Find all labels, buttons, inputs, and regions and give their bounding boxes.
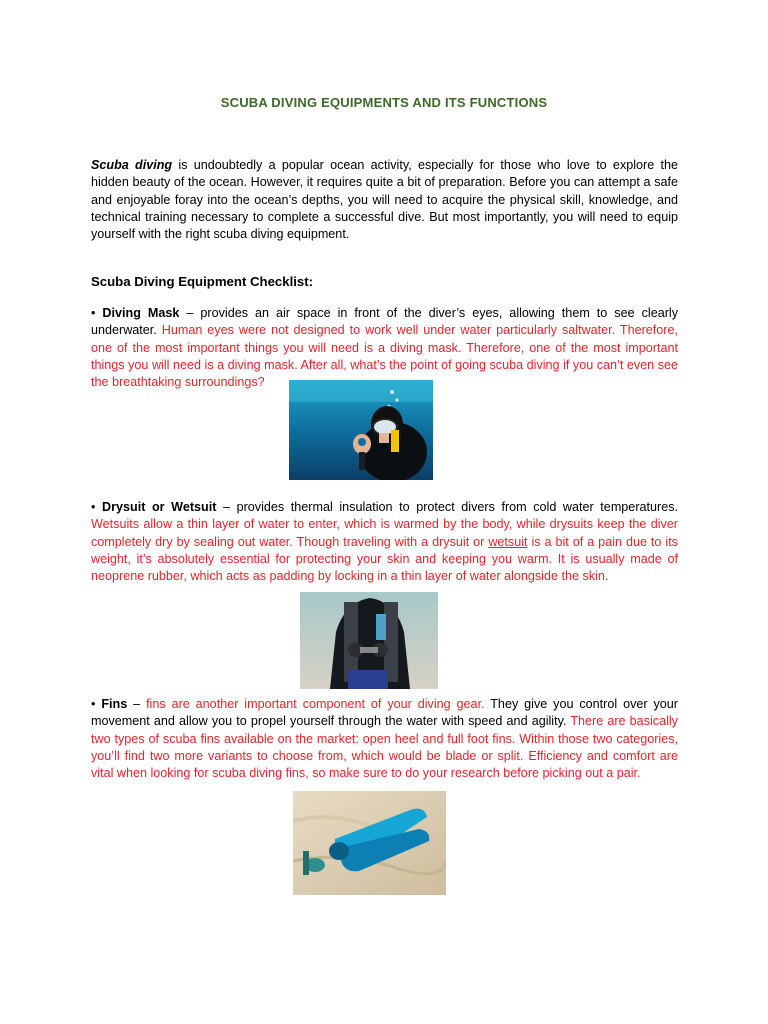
diver-mask-photo [289,380,433,480]
bullet: • [91,306,96,320]
fins-photo [293,791,446,895]
list-item-diving-mask [91,305,678,391]
item-term: Drysuit or Wetsuit [102,500,217,514]
item-highlight: Wetsuits allow a thin layer of water to enter, which is warmed by the body, while drysuits keep the diver completely dry by sealing out water. Though traveling with a drysuit or [91,517,678,549]
wetsuit-photo [300,592,438,689]
item-term: Diving Mask [102,306,180,320]
item-highlight-cont: is a bit of a pain due to its weight, it’s absolutely essential for protecting your skin and keeping you warm. It is usually made of neoprene rubber, which acts as padding by locking in a thin layer of water alongside the skin. [91,534,678,584]
intro-lead: Scuba diving [91,158,173,172]
item-desc: They give you control over your movement and allow you to propel yourself through the water with speed and agility. [91,697,678,729]
item-term: Fins [101,697,128,711]
page-title: SCUBA DIVING EQUIPMENTS AND ITS FUNCTIONS [220,95,548,110]
intro-paragraph [91,157,678,243]
item-highlight: Human eyes were not designed to work well under water particularly saltwater. Therefore, one of the most important things you will need is a diving mask. Therefore, one of the most important things you will need is a diving mask. After all, what’s the point of going scuba diving if you can’t even see the breathtaking surroundings? [91,323,678,390]
checklist-heading: Scuba Diving Equipment Checklist: [91,274,314,289]
item-highlight-cont: There are basically two types of scuba fins available on the market: open heel and full foot fins. Within those two categories, you’ll find two more variants to choose from, which would be blade or split. Efficiency and comfort are vital when looking for scuba diving fins, so make sure to do your research before picking out a pair. [91,714,678,781]
item-desc: – provides an air space in front of the diver’s eyes, allowing them to see clearly underwater. [91,306,678,338]
item-highlight: fins are another important component of your diving gear. [146,697,485,711]
item-desc: – provides thermal insulation to protect divers from cold water temperatures. [216,500,679,514]
bullet: • [91,697,96,711]
item-dash: – [127,697,147,711]
list-item-fins [91,696,678,782]
intro-text: is undoubtedly a popular ocean activity, especially for those who love to explore the hidden beauty of the ocean. However, it requires quite a bit of preparation. Before you can attempt a safe and enjoyable foray into the ocean’s depths, you will need to acquire the physical skill, knowledge, and technical training necessary to complete a successful dive. But most importantly, you will need to equip yourself with the right scuba diving equipment. [91,158,678,242]
bullet: • [91,500,96,514]
wetsuit-link[interactable]: wetsuit [488,534,528,549]
list-item-drysuit-wetsuit [91,499,678,585]
